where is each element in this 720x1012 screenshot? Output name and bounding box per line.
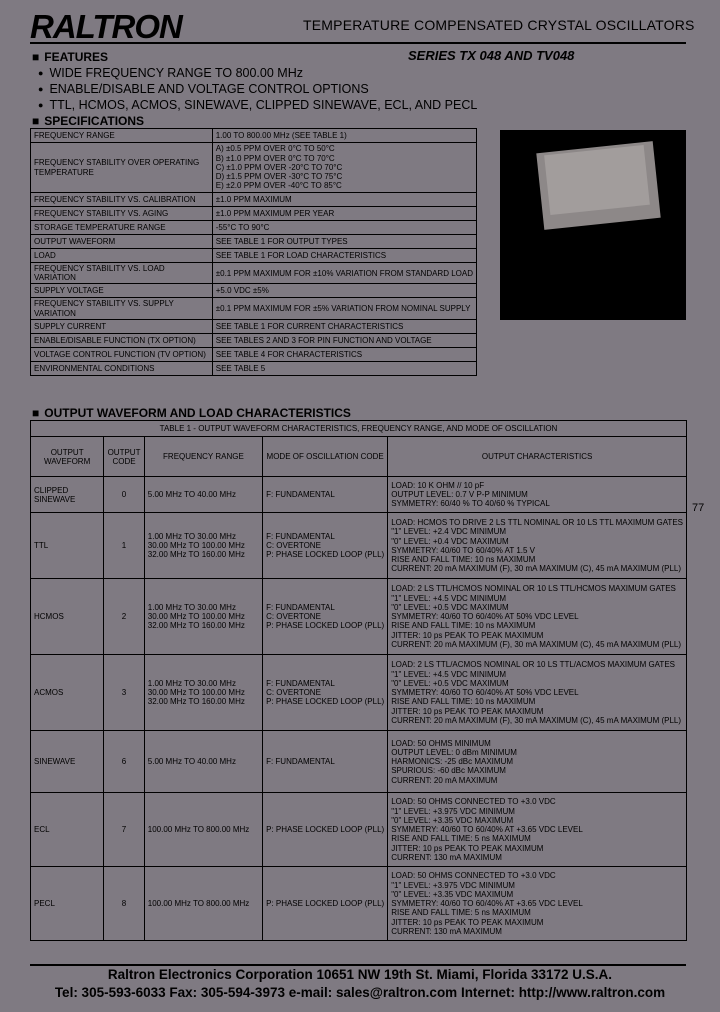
cell-line: SEE TABLE 1 FOR CURRENT CHARACTERISTICS (215, 321, 404, 331)
characteristics-cell (388, 655, 687, 731)
header-divider (30, 42, 686, 44)
cell-line: SYMMETRY: 40/60 TO 60/40% AT +3.65 VDC LEVEL (391, 899, 583, 909)
characteristics-cell (388, 579, 687, 655)
spec-row (31, 319, 477, 333)
cell-line: "1" LEVEL: +3.975 VDC MINIMUM (391, 806, 515, 816)
output-code-cell: 3 (104, 655, 144, 731)
cell-line: 32.00 MHz TO 160.00 MHz (147, 697, 245, 707)
spec-value (212, 361, 476, 375)
svg-text:RALTRON: RALTRON (30, 10, 182, 42)
spec-value (212, 263, 476, 284)
frequency-range-cell (144, 579, 262, 655)
cell-line: 32.00 MHz TO 160.00 MHz (147, 550, 245, 560)
cell-line: CURRENT: 20 mA MAXIMUM (391, 775, 498, 785)
cell-line: F: FUNDAMENTAL (266, 531, 335, 541)
cell-line: HARMONICS: -25 dBc MAXIMUM (391, 757, 514, 767)
oscillator-label-area (544, 145, 650, 215)
column-header: OUTPUT WAVEFORM (31, 437, 104, 477)
spec-value (212, 249, 476, 263)
spec-parameter: OUTPUT WAVEFORM (31, 235, 213, 249)
cell-line: JITTER: 10 ps PEAK TO PEAK MAXIMUM (391, 630, 544, 640)
cell-line: RISE AND FALL TIME: 10 ns MAXIMUM (391, 697, 536, 707)
cell-line: LOAD: HCMOS TO DRIVE 2 LS TTL NOMINAL OR 10 LS TTL MAXIMUM GATES (391, 518, 683, 528)
table-row (31, 655, 687, 731)
cell-line: F: FUNDAMENTAL (266, 602, 335, 612)
output-waveform-cell: ECL (31, 793, 104, 867)
spec-value (212, 221, 476, 235)
spec-parameter: FREQUENCY RANGE (31, 129, 213, 143)
cell-line: SYMMETRY: 40/60 TO 60/40% AT 50% VDC LEVEL (391, 688, 579, 698)
cell-line: "0" LEVEL: +0.5 VDC MAXIMUM (391, 602, 509, 612)
cell-line: P: PHASE LOCKED LOOP (PLL) (266, 697, 385, 707)
characteristics-cell (388, 867, 687, 941)
spec-row (31, 143, 477, 193)
spec-value (212, 129, 476, 143)
characteristics-cell (388, 477, 687, 513)
table-row (31, 731, 687, 793)
spec-value (212, 333, 476, 347)
cell-line: LOAD: 50 OHMS CONNECTED TO +3.0 VDC (391, 871, 556, 881)
spec-parameter: LOAD (31, 249, 213, 263)
output-code-cell: 1 (104, 513, 144, 579)
output-code-cell: 6 (104, 731, 144, 793)
cell-line: SYMMETRY: 40/60 TO 60/40% AT +3.65 VDC LEVEL (391, 825, 583, 835)
characteristics-cell (388, 513, 687, 579)
spec-row (31, 333, 477, 347)
table-row (31, 793, 687, 867)
cell-line: A) ±0.5 PPM OVER 0°C TO 50°C (215, 144, 335, 154)
spec-parameter: FREQUENCY STABILITY VS. AGING (31, 207, 213, 221)
spec-parameter: SUPPLY CURRENT (31, 319, 213, 333)
cell-line: C: OVERTONE (266, 688, 321, 698)
cell-line: LOAD: 50 OHMS CONNECTED TO +3.0 VDC (391, 797, 556, 807)
cell-line: SYMMETRY: 40/60 TO 60/40% AT 50% VDC LEVEL (391, 612, 579, 622)
mode-cell (263, 867, 388, 941)
output-waveform-cell: TTL (31, 513, 104, 579)
cell-line: "0" LEVEL: +3.35 VDC MAXIMUM (391, 889, 514, 899)
cell-line: LOAD: 10 K OHM // 10 pF (391, 480, 485, 490)
mode-cell (263, 513, 388, 579)
cell-line: CURRENT: 20 mA MAXIMUM (F), 30 mA MAXIMUM (C), 45 mA MAXIMUM (PLL) (391, 639, 682, 649)
spec-parameter: FREQUENCY STABILITY OVER OPERATING TEMPERATURE (31, 143, 213, 193)
cell-line: RISE AND FALL TIME: 10 ns MAXIMUM (391, 621, 536, 631)
frequency-range-cell (144, 513, 262, 579)
output-code-cell: 0 (104, 477, 144, 513)
cell-line: 30.00 MHz TO 100.00 MHz (147, 688, 245, 698)
mode-cell (263, 731, 388, 793)
cell-line: SPURIOUS: -60 dBc MAXIMUM (391, 766, 506, 776)
spec-row (31, 207, 477, 221)
cell-line: F: FUNDAMENTAL (266, 678, 335, 688)
cell-line: B) ±1.0 PPM OVER 0°C TO 70°C (215, 153, 335, 163)
cell-line: 32.00 MHz TO 160.00 MHz (147, 621, 245, 631)
cell-line: F: FUNDAMENTAL (266, 490, 335, 500)
spec-row (31, 249, 477, 263)
cell-line: E) ±2.0 PPM OVER -40°C TO 85°C (215, 181, 342, 191)
spec-row (31, 193, 477, 207)
cell-line: "1" LEVEL: +4.5 VDC MINIMUM (391, 593, 507, 603)
cell-line: "0" LEVEL: +0.4 VDC MAXIMUM (391, 536, 509, 546)
spec-row (31, 235, 477, 249)
footer-address: Raltron Electronics Corporation 10651 NW 19th St. Miami, Florida 33172 U.S.A. (107, 967, 613, 982)
table-row (31, 579, 687, 655)
mode-cell (263, 477, 388, 513)
spec-row (31, 298, 477, 319)
spec-value (212, 319, 476, 333)
cell-line: P: PHASE LOCKED LOOP (PLL) (266, 621, 385, 631)
cell-line: 1.00 MHz TO 30.00 MHz (147, 602, 236, 612)
column-header: FREQUENCY RANGE (144, 437, 262, 477)
output-waveform-cell: SINEWAVE (31, 731, 104, 793)
spec-row (31, 284, 477, 298)
cell-line: 1.00 TO 800.00 MHz (SEE TABLE 1) (215, 130, 347, 140)
cell-line: SYMMETRY: 40/60 TO 60/40% AT 1.5 V (391, 545, 535, 555)
cell-line: -55°C TO 90°C (215, 222, 270, 232)
spec-row (31, 347, 477, 361)
specifications-heading: ■ SPECIFICATIONS (32, 114, 144, 128)
cell-line: P: PHASE LOCKED LOOP (PLL) (266, 825, 385, 835)
output-code-cell: 7 (104, 793, 144, 867)
spec-value (212, 284, 476, 298)
spec-value (212, 347, 476, 361)
cell-line: SEE TABLE 1 FOR OUTPUT TYPES (215, 236, 348, 246)
output-code-cell: 8 (104, 867, 144, 941)
cell-line: 30.00 MHz TO 100.00 MHz (147, 612, 245, 622)
spec-value (212, 193, 476, 207)
column-header: OUTPUT CHARACTERISTICS (388, 437, 687, 477)
cell-line: RISE AND FALL TIME: 5 ns MAXIMUM (391, 834, 531, 844)
cell-line: ±1.0 PPM MAXIMUM (215, 194, 292, 204)
cell-line: CURRENT: 130 mA MAXIMUM (391, 926, 502, 936)
footer-contact: Tel: 305-593-6033 Fax: 305-594-3973 e-mail: sales@raltron.com Internet: http://www.raltron.com (54, 985, 666, 1000)
feature-item: ● ENABLE/DISABLE AND VOLTAGE CONTROL OPTIONS (38, 82, 369, 96)
spec-value (212, 235, 476, 249)
cell-line: 100.00 MHz TO 800.00 MHz (147, 825, 250, 835)
frequency-range-cell (144, 867, 262, 941)
spec-parameter: FREQUENCY STABILITY VS. LOAD VARIATION (31, 263, 213, 284)
cell-line: ±0.1 PPM MAXIMUM FOR ±10% VARIATION FROM STANDARD LOAD (215, 268, 473, 278)
cell-line: OUTPUT LEVEL: 0 dBm MINIMUM (391, 747, 517, 757)
spec-row (31, 221, 477, 235)
mode-cell (263, 655, 388, 731)
cell-line: "0" LEVEL: +0.5 VDC MAXIMUM (391, 678, 509, 688)
cell-line: OUTPUT LEVEL: 0.7 V P-P MINIMUM (391, 490, 528, 500)
output-waveform-cell: HCMOS (31, 579, 104, 655)
cell-line: D) ±1.5 PPM OVER -30°C TO 75°C (215, 172, 343, 182)
feature-item: ● TTL, HCMOS, ACMOS, SINEWAVE, CLIPPED SINEWAVE, ECL, AND PECL (38, 98, 477, 112)
cell-line: P: PHASE LOCKED LOOP (PLL) (266, 550, 385, 560)
cell-line: LOAD: 2 LS TTL/ACMOS NOMINAL OR 10 LS TTL/ACMOS MAXIMUM GATES (391, 660, 675, 670)
cell-line: C: OVERTONE (266, 541, 321, 551)
output-heading: ■ OUTPUT WAVEFORM AND LOAD CHARACTERISTICS (32, 406, 351, 420)
characteristics-cell (388, 731, 687, 793)
cell-line: LOAD: 50 OHMS MINIMUM (391, 738, 491, 748)
cell-line: LOAD: 2 LS TTL/HCMOS NOMINAL OR 10 LS TTL/HCMOS MAXIMUM GATES (391, 584, 676, 594)
cell-line: 30.00 MHz TO 100.00 MHz (147, 541, 245, 551)
cell-line: SEE TABLE 4 FOR CHARACTERISTICS (215, 349, 363, 359)
feature-item: ● WIDE FREQUENCY RANGE TO 800.00 MHz (38, 66, 303, 80)
frequency-range-cell (144, 477, 262, 513)
cell-line: +5.0 VDC ±5% (215, 286, 269, 296)
cell-line: P: PHASE LOCKED LOOP (PLL) (266, 899, 385, 909)
cell-line: "1" LEVEL: +4.5 VDC MINIMUM (391, 669, 507, 679)
cell-line: F: FUNDAMENTAL (266, 757, 335, 767)
spec-parameter: ENABLE/DISABLE FUNCTION (TX OPTION) (31, 333, 213, 347)
cell-line: SEE TABLE 1 FOR LOAD CHARACTERISTICS (215, 250, 387, 260)
cell-line: SYMMETRY: 60/40 % TO 40/60 % TYPICAL (391, 499, 550, 509)
footer-divider (30, 964, 686, 966)
cell-line: 1.00 MHz TO 30.00 MHz (147, 531, 236, 541)
spec-parameter: SUPPLY VOLTAGE (31, 284, 213, 298)
spec-parameter: FREQUENCY STABILITY VS. CALIBRATION (31, 193, 213, 207)
cell-line: SEE TABLE 5 (215, 363, 266, 373)
cell-line: JITTER: 10 ps PEAK TO PEAK MAXIMUM (391, 843, 544, 853)
features-heading: ■ FEATURES (32, 50, 108, 64)
table-row (31, 477, 687, 513)
spec-row (31, 129, 477, 143)
cell-line: CURRENT: 130 mA MAXIMUM (391, 852, 502, 862)
characteristics-cell (388, 793, 687, 867)
frequency-range-cell (144, 793, 262, 867)
cell-line: SEE TABLES 2 AND 3 FOR PIN FUNCTION AND VOLTAGE (215, 335, 432, 345)
cell-line: 5.00 MHz TO 40.00 MHz (147, 757, 236, 767)
page-number: 77 (692, 502, 705, 514)
output-code-cell: 2 (104, 579, 144, 655)
output-waveform-cell: ACMOS (31, 655, 104, 731)
specifications-table (30, 128, 477, 376)
series-title: SERIES TX 048 AND TV048 (408, 48, 575, 63)
cell-line: JITTER: 10 ps PEAK TO PEAK MAXIMUM (391, 917, 544, 927)
mode-cell (263, 579, 388, 655)
document-title: TEMPERATURE COMPENSATED CRYSTAL OSCILLATORS (303, 17, 695, 33)
spec-parameter: VOLTAGE CONTROL FUNCTION (TV OPTION) (31, 347, 213, 361)
cell-line: RISE AND FALL TIME: 5 ns MAXIMUM (391, 908, 531, 918)
frequency-range-cell (144, 731, 262, 793)
cell-line: "1" LEVEL: +2.4 VDC MINIMUM (391, 527, 507, 537)
spec-row (31, 361, 477, 375)
table-title: TABLE 1 - OUTPUT WAVEFORM CHARACTERISTICS, FREQUENCY RANGE, AND MODE OF OSCILLATION (31, 421, 687, 437)
output-waveform-cell: PECL (31, 867, 104, 941)
frequency-range-cell (144, 655, 262, 731)
spec-value (212, 143, 476, 193)
table-row (31, 513, 687, 579)
cell-line: 1.00 MHz TO 30.00 MHz (147, 678, 236, 688)
column-header: MODE OF OSCILLATION CODE (263, 437, 388, 477)
cell-line: C: OVERTONE (266, 612, 321, 622)
spec-value (212, 298, 476, 319)
mode-cell (263, 793, 388, 867)
cell-line: JITTER: 10 ps PEAK TO PEAK MAXIMUM (391, 706, 544, 716)
raltron-logo (30, 10, 206, 42)
spec-parameter: ENVIRONMENTAL CONDITIONS (31, 361, 213, 375)
cell-line: ±1.0 PPM MAXIMUM PER YEAR (215, 208, 335, 218)
cell-line: CURRENT: 20 mA MAXIMUM (F), 30 mA MAXIMUM (C), 45 mA MAXIMUM (PLL) (391, 715, 682, 725)
output-waveform-table (30, 420, 687, 941)
spec-row (31, 263, 477, 284)
output-waveform-cell: CLIPPED SINEWAVE (31, 477, 104, 513)
spec-parameter: STORAGE TEMPERATURE RANGE (31, 221, 213, 235)
cell-line: C) ±1.0 PPM OVER -20°C TO 70°C (215, 162, 343, 172)
spec-parameter: FREQUENCY STABILITY VS. SUPPLY VARIATION (31, 298, 213, 319)
cell-line: 5.00 MHz TO 40.00 MHz (147, 490, 236, 500)
cell-line: "0" LEVEL: +3.35 VDC MAXIMUM (391, 815, 514, 825)
spec-value (212, 207, 476, 221)
cell-line: 100.00 MHz TO 800.00 MHz (147, 899, 250, 909)
cell-line: "1" LEVEL: +3.975 VDC MINIMUM (391, 880, 515, 890)
cell-line: RISE AND FALL TIME: 10 ns MAXIMUM (391, 554, 536, 564)
cell-line: ±0.1 PPM MAXIMUM FOR ±5% VARIATION FROM NOMINAL SUPPLY (215, 304, 471, 313)
cell-line: CURRENT: 20 mA MAXIMUM (F), 30 mA MAXIMUM (C), 45 mA MAXIMUM (PLL) (391, 564, 682, 574)
table-row (31, 867, 687, 941)
column-header: OUTPUT CODE (104, 437, 144, 477)
